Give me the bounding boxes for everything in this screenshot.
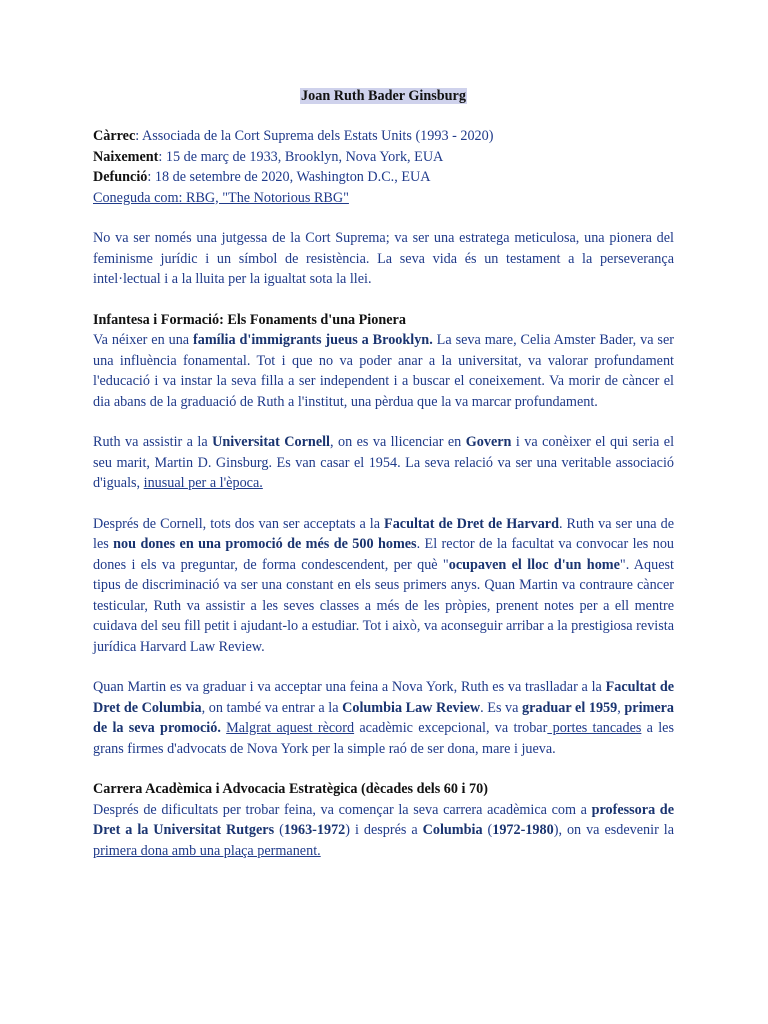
emphasis-run: Govern — [465, 434, 512, 451]
meta-defuncio-value: : 18 de setembre de 2020, Washington D.C., EUA — [147, 169, 431, 186]
emphasis-run: primera de la seva promoció. — [93, 699, 675, 737]
meta-carrec-value: : Associada de la Cort Suprema dels Estats Units (1993 - 2020) — [135, 128, 494, 145]
meta-naixement-value: : 15 de març de 1933, Brooklyn, Nova York, EUA — [158, 148, 444, 165]
emphasis-run: família d'immigrants jueus a Brooklyn. — [193, 332, 433, 349]
text-run: . Es va — [480, 699, 523, 716]
link-inusual[interactable]: inusual per a l'època. — [143, 475, 263, 492]
text-run: i va conèixer el qui seria el seu marit, Martin D. Ginsburg. Es van casar el 1954. La seva relació va ser una veritable associació d'iguals, — [93, 434, 675, 492]
emphasis-run: Facultat de Dret de Columbia — [93, 679, 675, 716]
text-run: ( — [482, 822, 493, 839]
section1-paragraph-3 — [93, 514, 674, 657]
text-run: , on es va llicenciar en — [330, 434, 466, 451]
emphasis-run: 1972-1980 — [492, 822, 554, 839]
text-run: Després de dificultats per trobar feina, va començar la seva carrera acadèmica com a — [93, 801, 592, 818]
meta-defuncio-label: Defunció — [93, 169, 148, 186]
meta-block — [93, 126, 674, 208]
text-run: ( — [274, 822, 284, 839]
text-run: a les grans firmes d'advocats de Nova York per la simple raó de ser dona, mare i jueva. — [93, 720, 674, 757]
section1-paragraph-2 — [93, 432, 674, 493]
text-run: ) i després a — [345, 822, 423, 839]
text-run: , — [617, 699, 625, 716]
section2-heading: Carrera Acadèmica i Advocacia Estratègica (dècades dels 60 i 70) — [93, 781, 488, 798]
document-title: Joan Ruth Bader Ginsburg — [301, 88, 466, 104]
emphasis-run: ocupaven el lloc d'un home — [448, 556, 620, 573]
meta-carrec-label: Càrrec — [93, 128, 136, 145]
text-run: Quan Martin es va graduar i va acceptar una feina a Nova York, Ruth es va traslladar a la — [93, 679, 606, 696]
link-primera-dona[interactable]: primera dona amb una plaça permanent. — [93, 842, 321, 859]
text-run: ), on va esdevenir la — [553, 822, 674, 839]
meta-defuncio — [93, 167, 674, 187]
meta-coneguda-link[interactable]: Coneguda com: RBG, "The Notorious RBG" — [93, 189, 349, 206]
emphasis-run: professora de Dret a la Universitat Rutgers — [93, 801, 674, 839]
section1-paragraph-4 — [93, 677, 674, 759]
emphasis-run: Columbia — [422, 822, 483, 839]
emphasis-run: Columbia Law Review — [342, 699, 481, 716]
emphasis-run: graduar el 1959 — [522, 699, 618, 716]
text-run: , on també va entrar a la — [201, 699, 343, 716]
text-run: La seva mare, Celia Amster Bader, va ser una influència fonamental. Tot i que no va poder anar a la universitat, va valorar profundament l'educació i va instar la seva filla a ser independent i a buscar el coneixement. Va morir de càncer el dia abans de la graduació de Ruth a l'institut, una pèrdua que la va marcar profundament. — [93, 332, 674, 410]
section2-paragraph-1 — [93, 800, 674, 861]
document-title-line — [93, 86, 674, 106]
meta-naixement — [93, 147, 674, 167]
emphasis-run: 1963-1972 — [283, 822, 346, 839]
meta-coneguda — [93, 188, 674, 208]
text-run: Va néixer en una — [93, 332, 194, 349]
section1-paragraph-1 — [93, 330, 674, 412]
emphasis-run: Facultat de Dret de Harvard — [384, 516, 559, 533]
emphasis-run: Universitat Cornell — [212, 434, 331, 451]
text-run: ". Aquest tipus de discriminació va ser una constant en els seus primers anys. Quan Martin va contraure càncer testicular, Ruth va assistir a les seves classes a més de les pròpies, prenent notes per a ell mentre cuidava del seu fill petit i ajudant-lo a estudiar. Tot i això, va aconseguir arribar a la prestigiosa revista jurídica Harvard Law Review. — [93, 556, 675, 655]
meta-naixement-label: Naixement — [93, 148, 159, 165]
text-run: . El rector de la facultat va convocar les nou dones i els va preguntar, de forma condescendent, per què " — [93, 536, 675, 573]
section1-heading: Infantesa i Formació: Els Fonaments d'una Pionera — [93, 312, 406, 329]
meta-carrec — [93, 126, 674, 146]
text-run: . Ruth va ser una de les — [93, 516, 674, 553]
text-run: Ruth va assistir a la — [93, 434, 213, 451]
text-run: acadèmic excepcional, va trobar — [354, 720, 548, 737]
link-portes-tancades[interactable]: portes tancades — [547, 720, 642, 737]
document-page — [93, 86, 674, 861]
text-run: Després de Cornell, tots dos van ser acceptats a la — [93, 516, 385, 533]
intro-paragraph: No va ser només una jutgessa de la Cort Suprema; va ser una estratega meticulosa, una pionera del feminisme jurídic i un símbol de resistència. La seva vida és un testament a la perseverança intel·lectual i a la lluita per la igualtat sota la llei. — [93, 230, 674, 288]
emphasis-run: nou dones en una promoció de més de 500 homes — [113, 536, 417, 553]
link-malgrat[interactable]: Malgrat aquest rècord — [226, 720, 355, 737]
